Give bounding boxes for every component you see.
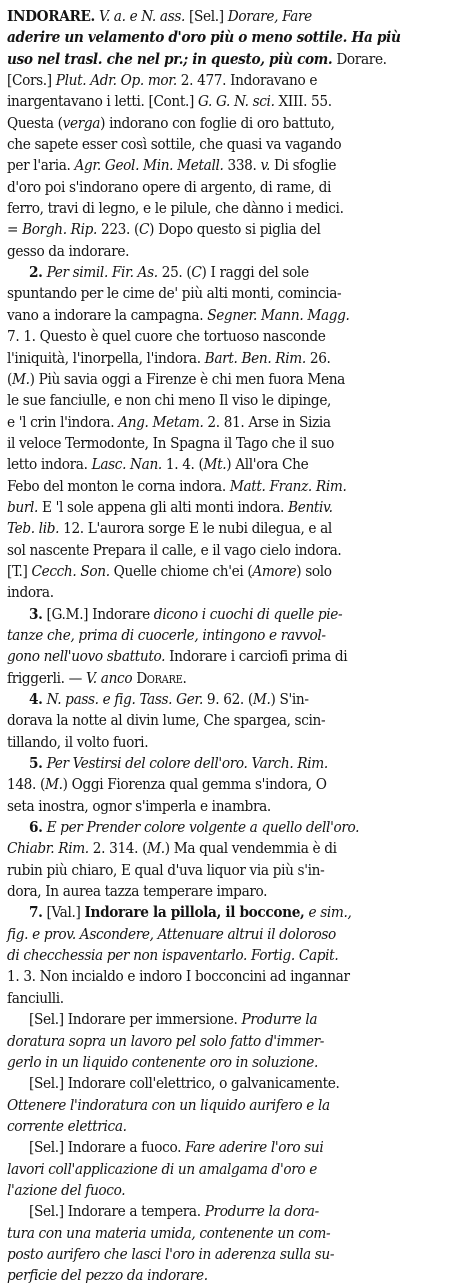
text-segment: Questa ( [7, 113, 63, 132]
entry-line [7, 753, 466, 774]
text-segment: gono nell'uovo sbattuto. [7, 647, 166, 666]
text-segment: Matt. Franz. Rim. [229, 476, 347, 495]
text-segment: v. [260, 156, 271, 175]
text-segment: tillando, il volto fuori. [7, 732, 149, 751]
text-segment: V. a. e N. ass. [98, 7, 186, 25]
entry-line [7, 348, 466, 369]
text-segment: [T.] [7, 561, 32, 580]
text-segment: [Sel.] Indorare a tempera. [29, 1202, 205, 1221]
text-segment: 26. [305, 348, 331, 367]
entry-line [7, 369, 466, 390]
entry-line [7, 283, 466, 304]
text-segment: E 'l sole appena gli alti monti indora. [38, 497, 289, 516]
text-segment: Dorare. [136, 668, 187, 687]
text-segment: letto indora. [7, 455, 92, 474]
entry-line [7, 155, 466, 176]
text-segment: Di sfoglie [270, 156, 337, 175]
entry-line [7, 732, 466, 753]
entry-line [7, 113, 466, 134]
text-segment: e 'l crin l'indora. [7, 412, 119, 431]
text-segment: = [7, 220, 23, 239]
text-segment: 1. 3. Non incialdo e indoro I bocconcini ad ingannar [7, 967, 350, 986]
text-segment: burl. [7, 497, 39, 516]
entry-line [7, 540, 466, 561]
text-segment: Chiabr. Rim. [7, 839, 89, 858]
entry-line [7, 454, 466, 475]
text-segment: M. [44, 775, 63, 794]
text-segment: Per simil. Fir. As. [46, 263, 158, 282]
entry-line [7, 1180, 466, 1201]
text-segment: Lasc. Nan. [91, 455, 162, 474]
entry-line [7, 689, 466, 710]
text-segment: [Sel.] [185, 7, 228, 25]
entry-line [7, 27, 466, 48]
entry-line [7, 561, 466, 582]
text-segment: ) All'ora Che [226, 455, 309, 474]
text-segment: Ang. Metam. [118, 412, 204, 431]
text-segment: 2. 81. Arse in Sizia [203, 412, 331, 431]
entry-line [7, 881, 466, 902]
entry-line [7, 924, 466, 945]
text-segment: [Sel.] Indorare coll'elettrico, o galvanicamente. [29, 1074, 340, 1093]
text-segment: [G.M.] Indorare [42, 604, 154, 623]
text-segment: G. G. N. sci. [197, 92, 275, 111]
text-segment: 338. [223, 156, 261, 175]
text-segment: ( [7, 369, 12, 388]
text-segment: Amore [252, 561, 297, 580]
text-segment: le sue fanciulle, e non chi meno Il viso le dipinge, [7, 391, 332, 410]
entry-line [7, 945, 466, 966]
text-segment: M. [252, 690, 271, 708]
text-segment: Cecch. Son. [31, 561, 110, 580]
text-segment: 6. [29, 818, 43, 837]
text-segment: indora. [7, 583, 54, 602]
entry-line [7, 988, 466, 1009]
text-segment: 5. [29, 754, 43, 773]
entry-line [7, 1223, 466, 1244]
text-segment: Dorare. [332, 49, 387, 68]
entry-line [7, 860, 466, 881]
text-segment: Dorare, Fare [227, 7, 312, 25]
text-segment: [Sel.] Indorare a fuoco. [29, 1138, 186, 1157]
entry-line [7, 198, 466, 219]
text-segment: ) Più savia oggi a Firenze è chi men fuora Mena [29, 369, 345, 388]
entry-line [7, 433, 466, 454]
headword: INDORARE. [7, 7, 95, 25]
text-segment: C [138, 220, 150, 239]
text-segment: per l'aria. [7, 156, 75, 175]
text-segment: gerlo in un liquido contenente oro in soluzione. [7, 1052, 318, 1071]
text-segment: tanze che, prima di cuocerle, intingono e ravvol- [7, 625, 326, 644]
text-segment: Agr. Geol. Min. Metall. [74, 156, 224, 175]
text-segment: sol nascente Prepara il calle, e il vago cielo indora. [7, 540, 342, 559]
text-segment: E per Prender colore volgente a quello dell'oro. [46, 818, 360, 837]
text-segment: Fare aderire l'oro sui [185, 1138, 324, 1157]
entry-line [7, 305, 466, 326]
text-segment: lavori coll'applicazione di un amalgama d'oro e [7, 1159, 318, 1178]
entry-line [7, 476, 466, 497]
text-segment: ) Oggi Fiorenza qual gemma s'indora, O [62, 775, 327, 794]
text-segment: di checchessia per non ispaventarlo. Fortig. Capit. [7, 946, 339, 965]
entry-line [7, 241, 466, 262]
entry-line [7, 774, 466, 795]
entry-line [7, 817, 466, 838]
text-segment: 2. 477. Indoravano e [176, 71, 318, 90]
text-segment: il veloce Termodonte, In Spagna il Tago che il suo [7, 433, 335, 452]
text-segment: 9. 62. ( [202, 690, 253, 708]
entry-line [7, 710, 466, 731]
text-segment: M. [147, 839, 165, 858]
text-segment: [Sel.] Indorare per immersione. [29, 1010, 242, 1029]
text-segment: e sim., [308, 903, 352, 922]
text-segment: Mt. [203, 455, 227, 474]
text-segment: Indorare la pillola, il boccone, [84, 903, 305, 922]
entry-line [7, 582, 466, 603]
entry-line [7, 1159, 466, 1180]
text-segment: ) indorano con foglie di oro battuto, [100, 113, 335, 132]
text-segment: aderire un velamento d'oro più o meno sottile. Ha più [7, 28, 401, 47]
text-segment: dicono i cuochi di quelle pie- [153, 604, 343, 623]
text-segment: seta inostra, ognor s'imperla e inambra. [7, 796, 271, 815]
text-segment: l'iniquità, l'inorpella, l'indora. [7, 348, 205, 367]
text-segment: 1. 4. ( [161, 455, 204, 474]
text-segment: Bart. Ben. Rim. [204, 348, 306, 367]
text-segment: Indorare i carciofi prima di [165, 647, 348, 666]
entry-line [7, 70, 466, 91]
text-segment: 2. [29, 263, 43, 282]
text-segment: inargentavano i letti. [Cont.] [7, 92, 198, 111]
text-segment: Produrre la dora- [204, 1202, 319, 1221]
text-segment: V. anco [85, 668, 133, 687]
text-segment: spuntando per le cime de' più alti monti, comincia- [7, 284, 342, 303]
entry-line [7, 604, 466, 625]
entry-line [7, 838, 466, 859]
text-segment: posto aurifero che lasci l'oro in aderenza sulla su- [7, 1244, 335, 1263]
entry-line [7, 1073, 466, 1094]
text-segment: M. [11, 369, 30, 388]
entry-line [7, 1009, 466, 1030]
text-segment: ) I raggi del sole [201, 263, 309, 282]
entry-line [7, 1095, 466, 1116]
text-segment: 148. ( [7, 775, 45, 794]
text-segment: 2. 314. ( [88, 839, 148, 858]
entry-line [7, 1052, 466, 1073]
entry-line [7, 6, 466, 27]
text-segment: Bentiv. [288, 497, 333, 516]
text-segment: 12. L'aurora sorge E le nubi dilegua, e al [59, 519, 332, 538]
text-segment: tura con una materia umida, contenente un com- [7, 1223, 331, 1242]
text-segment: 7. [29, 903, 43, 922]
text-segment: perficie del pezzo da indorare. [7, 1266, 208, 1285]
text-segment: uso nel trasl. che nel pr.; in questo, più com. [7, 49, 333, 68]
text-segment: Febo del monton le corna indora. [7, 476, 230, 495]
entry-line [7, 326, 466, 347]
entry-line [7, 1031, 466, 1052]
text-segment: che sapete esser così sottile, che quasi va vagando [7, 135, 342, 154]
entry-line [7, 390, 466, 411]
text-segment: Produrre la [241, 1010, 318, 1029]
text-segment: ) Dopo questo si piglia del [149, 220, 321, 239]
text-segment: verga [62, 113, 101, 132]
entry-line [7, 262, 466, 283]
entry-line [7, 1116, 466, 1137]
entry-line [7, 177, 466, 198]
text-segment: corrente elettrica. [7, 1116, 127, 1135]
text-segment: Ottenere l'indoratura con un liquido aurifero e la [7, 1095, 330, 1114]
entry-line [7, 518, 466, 539]
text-segment: d'oro poi s'indorano opere di argento, di rame, di [7, 177, 332, 196]
text-segment: ) Ma qual vendemmia è di [164, 839, 337, 858]
text-segment: 25. ( [157, 263, 192, 282]
text-segment: Borgh. Rip. [22, 220, 97, 239]
entry-line [7, 668, 466, 689]
text-segment: Segner. Mann. Magg. [207, 305, 350, 324]
text-segment: l'azione del fuoco. [7, 1180, 126, 1199]
text-segment: dorava la notte al divin lume, Che spargea, scin- [7, 711, 326, 730]
entry-line [7, 625, 466, 646]
entry-line [7, 646, 466, 667]
text-segment: N. pass. e fig. Tass. Ger. [46, 690, 203, 708]
text-segment: doratura sopra un lavoro pel solo fatto d'immer- [7, 1031, 325, 1050]
entry-line [7, 902, 466, 923]
entry-line [7, 1201, 466, 1222]
text-segment: [Val.] [42, 903, 85, 922]
text-segment: [Cors.] [7, 71, 56, 90]
entry-line [7, 91, 466, 112]
entry-line [7, 219, 466, 240]
text-segment: Quelle chiome ch'ei ( [109, 561, 253, 580]
text-segment: 223. ( [97, 220, 139, 239]
text-segment: Teb. lib. [7, 519, 60, 538]
entry-line [7, 412, 466, 433]
text-segment: 3. [29, 604, 43, 623]
entry-line [7, 966, 466, 987]
entry-line [7, 134, 466, 155]
text-segment: XIII. 55. [274, 92, 332, 111]
text-segment: friggerli. — [7, 668, 86, 687]
entry-line [7, 49, 466, 70]
text-segment: C [191, 263, 202, 282]
entry-line [7, 796, 466, 817]
text-segment: ) solo [296, 561, 332, 580]
text-segment: vano a indorare la campagna. [7, 305, 208, 324]
text-segment: rubin più chiaro, E qual d'uva liquor via più s'in- [7, 860, 325, 879]
text-segment: 4. [29, 690, 43, 708]
text-segment: Per Vestirsi del colore dell'oro. Varch. Rim. [46, 754, 328, 773]
entry-line [7, 1265, 466, 1286]
text-segment: ferro, travi di legno, e le pilule, che dànno i medici. [7, 199, 344, 218]
entry-line [7, 497, 466, 518]
entry-line [7, 1244, 466, 1265]
text-segment: dora, In aurea tazza temperare imparo. [7, 882, 268, 901]
text-segment: fanciulli. [7, 988, 64, 1007]
text-segment: Plut. Adr. Op. mor. [55, 71, 177, 90]
entry-line [7, 1137, 466, 1158]
text-segment: fig. e prov. Ascondere, Attenuare altrui il doloroso [7, 924, 336, 943]
text-segment: 7. 1. Questo è quel cuore che tortuoso nasconde [7, 327, 326, 346]
text-segment: gesso da indorare. [7, 241, 130, 260]
text-segment: ) S'in- [270, 690, 309, 708]
